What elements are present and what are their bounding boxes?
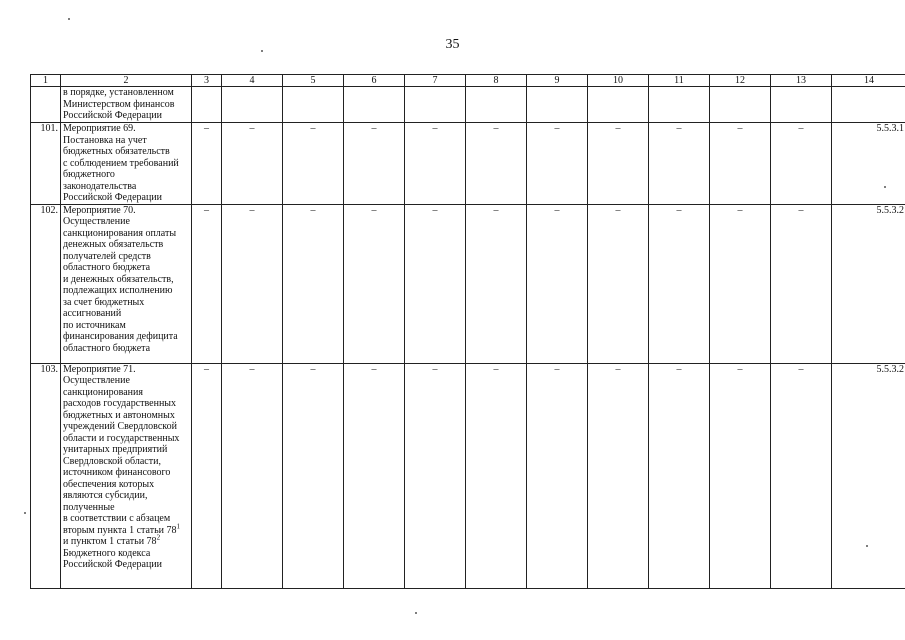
dash-cell: – <box>771 363 832 588</box>
dash-cell: – <box>405 123 466 205</box>
description-line: Осуществление <box>63 216 130 227</box>
description-line: Мероприятие 70. <box>63 204 136 216</box>
description-line: обеспечения которых <box>63 478 155 490</box>
column-header: 14 <box>832 75 905 87</box>
dash-cell: – <box>710 123 771 205</box>
row-number-cell: 103. <box>31 363 61 588</box>
target-code-cell: 5.5.3.2 <box>832 363 905 588</box>
dash-cell: – <box>344 363 405 588</box>
dash-cell: – <box>192 363 222 588</box>
table-row-103 <box>31 363 905 588</box>
column-header-row <box>31 75 905 87</box>
description-line: расходов государственных <box>63 398 177 409</box>
description-line: учреждений Свердловской <box>63 421 177 432</box>
dash-cell: – <box>710 204 771 363</box>
description-line-text: вторым пункта 1 статьи 78 <box>63 524 177 536</box>
description-line <box>63 522 189 537</box>
description-line: денежных обязательств <box>63 239 164 250</box>
dash-cell: – <box>405 204 466 363</box>
dash-cell: – <box>466 123 527 205</box>
row-number-cell: 102. <box>31 204 61 363</box>
dash-cell: – <box>649 363 710 588</box>
description-line: областного бюджета <box>63 262 151 273</box>
dash-cell: – <box>527 123 588 205</box>
description-line: Российской Федерации <box>63 559 163 570</box>
description-line: Бюджетного кодекса <box>63 547 151 559</box>
table-row-101 <box>31 123 905 205</box>
description-line: законодательства <box>63 180 137 192</box>
dash-cell: – <box>405 363 466 588</box>
scan-speck <box>884 186 886 188</box>
dash-cell: – <box>222 204 283 363</box>
column-header: 6 <box>344 75 405 87</box>
dash-cell: – <box>466 204 527 363</box>
empty-cell <box>192 87 222 123</box>
description-line: по источникам <box>63 319 126 331</box>
empty-cell <box>527 87 588 123</box>
description-line: подлежащих исполнению <box>63 285 173 296</box>
row-description-cell <box>61 87 192 123</box>
dash-cell: – <box>192 123 222 205</box>
description-line: Осуществление <box>63 375 130 386</box>
column-header: 3 <box>192 75 222 87</box>
description-line: полученные <box>63 501 115 513</box>
description-line <box>63 533 189 548</box>
column-header: 5 <box>283 75 344 87</box>
row-number-cell: 101. <box>31 123 61 205</box>
column-header: 7 <box>405 75 466 87</box>
empty-cell <box>283 87 344 123</box>
description-line: санкционирования <box>63 386 143 398</box>
description-line: ассигнований <box>63 308 122 319</box>
description-line: источником финансового <box>63 467 171 478</box>
description-line: Свердловской области, <box>63 455 161 467</box>
dash-cell: – <box>283 363 344 588</box>
empty-cell <box>588 87 649 123</box>
description-line: Постановка на учет <box>63 134 147 146</box>
description-line: Мероприятие 69. <box>63 123 136 134</box>
superscript-marker: 1 <box>176 522 181 531</box>
description-line: за счет бюджетных <box>63 296 145 308</box>
scan-speck <box>261 50 263 52</box>
empty-cell <box>832 87 905 123</box>
description-line: областного бюджета <box>63 342 151 354</box>
column-header: 1 <box>31 75 61 87</box>
column-header: 11 <box>649 75 710 87</box>
description-line: и денежных обязательств, <box>63 273 174 285</box>
empty-cell <box>466 87 527 123</box>
description-line: унитарных предприятий <box>63 444 168 455</box>
empty-cell <box>222 87 283 123</box>
description-line: санкционирования оплаты <box>63 227 177 239</box>
target-code-cell: 5.5.3.2 <box>832 204 905 363</box>
description-line: Российской Федерации <box>63 110 163 121</box>
page-number: 35 <box>445 37 460 52</box>
table-row-102 <box>31 204 905 363</box>
dash-cell: – <box>710 363 771 588</box>
dash-cell: – <box>771 204 832 363</box>
dash-cell: – <box>771 123 832 205</box>
dash-cell: – <box>222 363 283 588</box>
dash-cell: – <box>588 363 649 588</box>
dash-cell: – <box>344 204 405 363</box>
description-line-text: и пунктом 1 статьи 78 <box>63 536 157 547</box>
empty-cell <box>649 87 710 123</box>
dash-cell: – <box>527 363 588 588</box>
description-line: в соответствии с абзацем <box>63 513 171 524</box>
description-line: бюджетных и автономных <box>63 409 175 421</box>
column-header: 12 <box>710 75 771 87</box>
dash-cell: – <box>649 123 710 205</box>
dash-cell: – <box>222 123 283 205</box>
description-line: в порядке, установленном <box>63 87 174 98</box>
scan-speck <box>24 512 26 514</box>
row-description-cell <box>61 204 192 363</box>
description-line: получателей средств <box>63 250 151 262</box>
description-line: с соблюдением требований <box>63 157 179 169</box>
dash-cell: – <box>283 204 344 363</box>
empty-cell <box>710 87 771 123</box>
description-line: Министерством финансов <box>63 98 175 110</box>
empty-cell <box>344 87 405 123</box>
description-line: бюджетного <box>63 169 115 180</box>
dash-cell: – <box>283 123 344 205</box>
empty-cell <box>771 87 832 123</box>
target-code-cell: 5.5.3.1 <box>832 123 905 205</box>
column-header: 8 <box>466 75 527 87</box>
description-line: бюджетных обязательств <box>63 146 170 157</box>
row-number-cell <box>31 87 61 123</box>
scan-speck <box>866 545 868 547</box>
description-line: Мероприятие 71. <box>63 363 136 375</box>
column-header: 10 <box>588 75 649 87</box>
description-line: финансирования дефицита <box>63 331 178 342</box>
dash-cell: – <box>649 204 710 363</box>
dash-cell: – <box>588 123 649 205</box>
dash-cell: – <box>192 204 222 363</box>
empty-cell <box>405 87 466 123</box>
dash-cell: – <box>344 123 405 205</box>
description-line: области и государственных <box>63 432 180 444</box>
description-line: Российской Федерации <box>63 192 163 203</box>
row-description-cell <box>61 363 192 588</box>
dash-cell: – <box>466 363 527 588</box>
dash-cell: – <box>527 204 588 363</box>
scan-speck <box>415 612 417 614</box>
column-header: 9 <box>527 75 588 87</box>
dash-cell: – <box>588 204 649 363</box>
description-line: являются субсидии, <box>63 490 148 501</box>
row-description-cell <box>61 123 192 205</box>
superscript-marker: 2 <box>156 533 161 542</box>
column-header: 13 <box>771 75 832 87</box>
column-header: 2 <box>61 75 192 87</box>
scan-speck <box>68 18 70 20</box>
measures-table <box>30 74 905 589</box>
table-row-continuation <box>31 87 905 123</box>
column-header: 4 <box>222 75 283 87</box>
